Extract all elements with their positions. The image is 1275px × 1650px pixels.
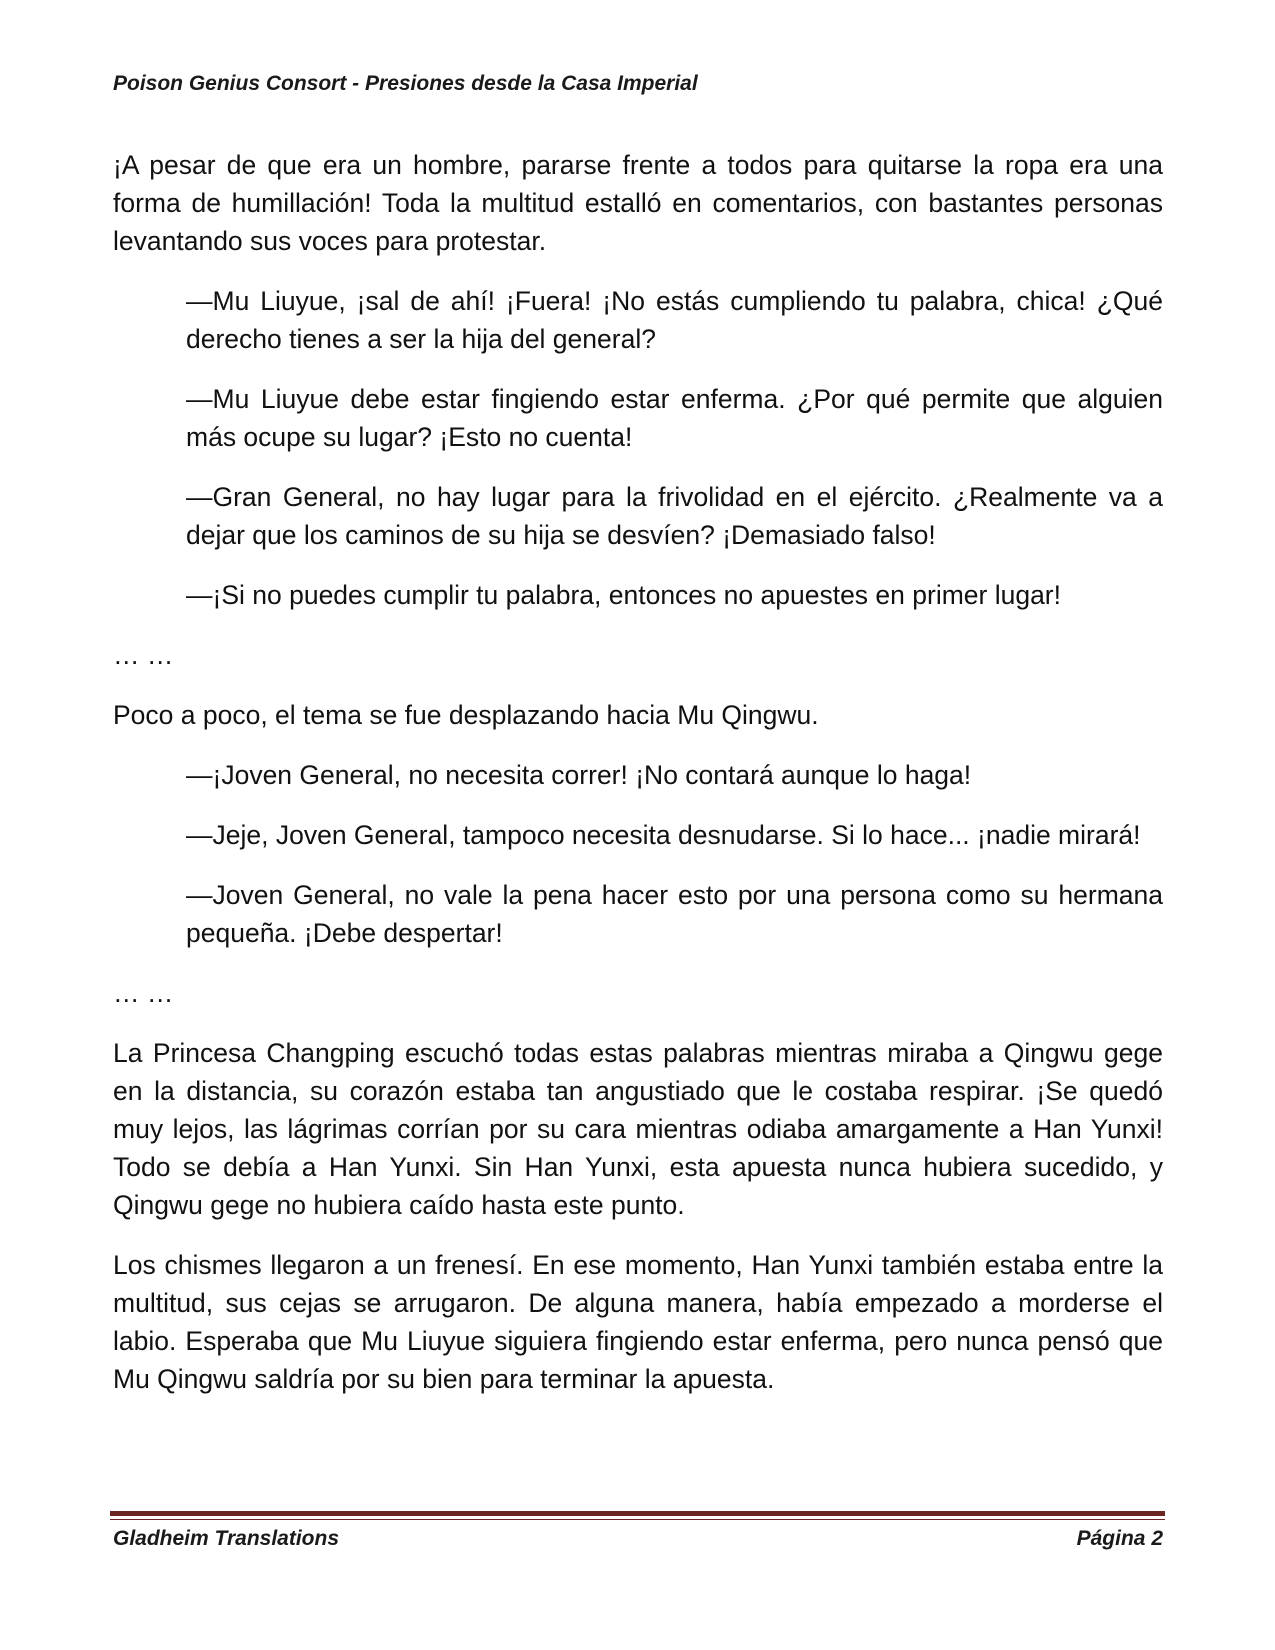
page-header-title: Poison Genius Consort - Presiones desde la Casa Imperial (113, 72, 698, 95)
ellipsis-separator: … … (113, 640, 174, 670)
paragraph: ¡A pesar de que era un hombre, pararse frente a todos para quitarse la ropa era una forma de humillación! Toda la multitud estalló en comentarios, con bastantes personas levantando sus voces para protestar. (113, 150, 1163, 256)
dialogue-line: —¡Joven General, no necesita correr! ¡No contará aunque lo haga! (186, 760, 972, 790)
dialogue-line: —Mu Liuyue debe estar fingiendo estar enferma. ¿Por qué permite que alguien más ocupe su lugar? ¡Esto no cuenta! (186, 384, 1163, 452)
footer-publisher: Gladheim Translations (113, 1527, 340, 1550)
dialogue-line: —Mu Liuyue, ¡sal de ahí! ¡Fuera! ¡No estás cumpliendo tu palabra, chica! ¿Qué derecho tienes a ser la hija del general? (186, 286, 1163, 354)
dialogue-line: —¡Si no puedes cumplir tu palabra, entonces no apuestes en primer lugar! (186, 580, 1061, 610)
ellipsis-separator: … … (113, 978, 174, 1008)
paragraph: Poco a poco, el tema se fue desplazando hacia Mu Qingwu. (113, 700, 819, 730)
dialogue-line: —Gran General, no hay lugar para la frivolidad en el ejército. ¿Realmente va a dejar que los caminos de su hija se desvíen? ¡Demasiado falso! (186, 482, 1163, 550)
footer-rule-thin (110, 1519, 1165, 1520)
document-body (113, 146, 1163, 1420)
footer-rule-thick (110, 1511, 1165, 1516)
paragraph: Los chismes llegaron a un frenesí. En ese momento, Han Yunxi también estaba entre la multitud, sus cejas se arrugaron. De alguna manera, había empezado a morderse el labio. Esperaba que Mu Liuyue siguiera fingiendo estar enferma, pero nunca pensó que Mu Qingwu saldría por su bien para terminar la apuesta. (113, 1250, 1163, 1394)
dialogue-line: —Joven General, no vale la pena hacer esto por una persona como su hermana pequeña. ¡Debe despertar! (186, 880, 1163, 948)
dialogue-line: —Jeje, Joven General, tampoco necesita desnudarse. Si lo hace... ¡nadie mirará! (186, 820, 1141, 850)
paragraph: La Princesa Changping escuchó todas estas palabras mientras miraba a Qingwu gege en la distancia, su corazón estaba tan angustiado que le costaba respirar. ¡Se quedó muy lejos, las lágrimas corrían por su cara mientras odiaba amargamente a Han Yunxi! Todo se debía a Han Yunxi. Sin Han Yunxi, esta apuesta nunca hubiera sucedido, y Qingwu gege no hubiera caído hasta este punto. (113, 1038, 1163, 1220)
footer-page-number: Página 2 (1076, 1527, 1163, 1550)
